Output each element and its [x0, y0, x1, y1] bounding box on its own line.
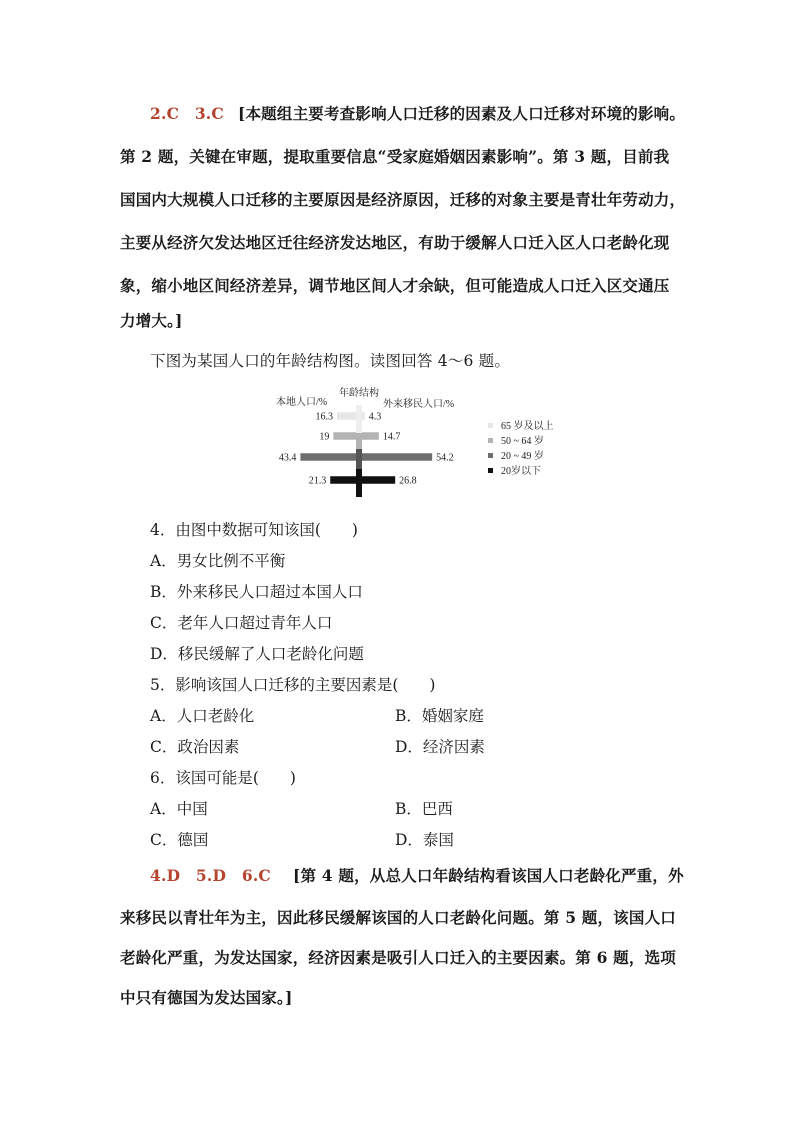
center-axis-bottom — [356, 469, 362, 497]
age-structure-chart — [270, 383, 570, 498]
center-axis-top — [356, 405, 362, 433]
bar-local-1 — [333, 432, 359, 440]
legend-swatch-2 — [488, 453, 493, 458]
bar-local-label-1: 19 — [319, 431, 330, 443]
bar-migrant-label-3: 26.8 — [399, 475, 417, 487]
answer-key-4-5-6: 4.D 5.D 6.C — [150, 866, 271, 885]
bar-migrant-label-2: 54.2 — [436, 452, 454, 464]
explanation-2-line-2: 来移民以青壮年为主，因此移民缓解该国的人口老龄化问题。第 5 题，该国人口 — [120, 908, 676, 927]
explanation-2-line-4: 中只有德国为发达国家。] — [120, 988, 293, 1007]
q6-option-b[interactable]: B．巴西 — [395, 800, 453, 818]
legend-label-0: 65 岁及以上 — [501, 421, 554, 432]
center-axis-lower-mid — [356, 449, 362, 469]
explanation-1-line-2: 第 2 题，关键在审题，提取重要信息“受家庭婚姻因素影响”。第 3 题，目前我 — [120, 147, 670, 166]
question-intro: 下图为某国人口的年龄结构图。读图回答 4～6 题。 — [150, 352, 511, 370]
answer-key-2-3: 2.C 3.C — [150, 104, 224, 123]
bar-local-0 — [337, 412, 359, 420]
q6-option-d[interactable]: D．泰国 — [395, 831, 454, 849]
q5-option-b[interactable]: B．婚姻家庭 — [395, 707, 484, 725]
bar-migrant-3 — [359, 476, 395, 484]
question-6-stem: 6．该国可能是( ) — [150, 769, 296, 787]
chart-title: 年龄结构 — [339, 388, 379, 399]
explanation-1-line-4: 主要从经济欠发达地区迁往经济发达地区，有助于缓解人口迁入区人口老龄化现 — [120, 233, 670, 252]
explanation-2-first-line — [150, 864, 684, 886]
legend-swatch-3 — [488, 468, 493, 473]
explanation-1-line-5: 象，缩小地区间经济差异，调节地区间人才余缺，但可能造成人口迁入区交通压 — [120, 276, 670, 295]
chart-left-label: 本地人口/% — [276, 397, 328, 408]
q4-option-d[interactable]: D．移民缓解了人口老龄化问题 — [150, 645, 364, 663]
legend-swatch-0 — [488, 423, 493, 428]
legend-label-2: 20 ~ 49 岁 — [501, 451, 544, 462]
q6-option-c[interactable]: C．德国 — [150, 831, 209, 849]
center-axis-upper-mid — [356, 433, 362, 449]
legend-label-3: 20岁以下 — [501, 466, 541, 477]
explanation-2-line-1: [第 4 题，从总人口年龄结构看该国人口老龄化严重，外 — [292, 866, 684, 885]
bar-migrant-label-1: 14.7 — [382, 431, 401, 443]
legend-label-1: 50 ~ 64 岁 — [501, 436, 544, 447]
explanation-1-line-6: 力增大。] — [120, 311, 183, 330]
q4-option-c[interactable]: C．老年人口超过青年人口 — [150, 614, 333, 632]
bar-local-3 — [330, 476, 359, 484]
q4-option-b[interactable]: B．外来移民人口超过本国人口 — [150, 583, 363, 601]
explanation-1-line-3: 国国内大规模人口迁移的主要原因是经济原因，迁移的对象主要是青壮年劳动力， — [120, 190, 686, 209]
bar-local-label-0: 16.3 — [315, 411, 333, 423]
bar-migrant-label-0: 4.3 — [368, 411, 382, 423]
bar-local-label-3: 21.3 — [308, 475, 327, 487]
q5-option-a[interactable]: A．人口老龄化 — [150, 707, 255, 725]
q6-option-a[interactable]: A．中国 — [150, 800, 208, 818]
age-structure-chart-svg — [270, 383, 570, 498]
bar-migrant-2 — [359, 453, 432, 461]
explanation-1-line-1: [本题组主要考查影响人口迁移的因素及人口迁移对环境的影响。 — [237, 104, 686, 123]
chart-right-label: 外来移民人口/% — [383, 399, 455, 410]
q5-option-c[interactable]: C．政治因素 — [150, 738, 240, 756]
explanation-1-first-line — [150, 102, 685, 124]
question-4-stem: 4．由图中数据可知该国( ) — [150, 521, 358, 539]
q4-option-a[interactable]: A．男女比例不平衡 — [150, 552, 286, 570]
question-5-stem: 5．影响该国人口迁移的主要因素是( ) — [150, 676, 436, 694]
bar-local-2 — [300, 453, 359, 461]
q5-option-d[interactable]: D．经济因素 — [395, 738, 485, 756]
bar-local-label-2: 43.4 — [278, 452, 297, 464]
legend-swatch-1 — [488, 438, 493, 443]
explanation-2-line-3: 老龄化严重，为发达国家，经济因素是吸引人口迁入的主要因素。第 6 题，选项 — [120, 948, 676, 967]
